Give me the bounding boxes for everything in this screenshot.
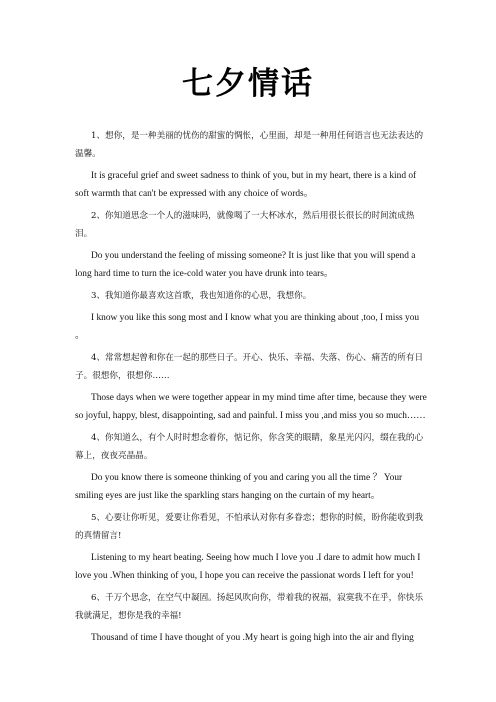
chinese-paragraph: 4、常常想起曾和你在一起的那些日子。开心、快乐、幸福、失落、伤心、痛苦的所有日子。很想你，很想你……: [75, 353, 424, 381]
english-paragraph: Do you understand the feeling of missing someone? It is just like that you will spend a long hard time to turn the ice-cold water you have drunk into tears。: [75, 251, 416, 279]
chinese-paragraph: 1、想你，是一种美丽的忧伤的甜蜜的惆怅，心里面，却是一种用任何语言也无法表达的温馨。: [75, 131, 424, 159]
english-paragraph: It is graceful grief and sweet sadness to think of you, but in my heart, there is a kind of soft warmth that can't be expressed with any choice of words。: [75, 171, 417, 199]
english-paragraph: Do you know there is someone thinking of you and caring you all the time ？ Your smiling eyes are just like the sparkling stars hanging on the curtain of my heart。: [75, 473, 403, 501]
chinese-paragraph: 4、你知道么，有个人时时想念着你，惦记你，你含笑的眼睛，象星光闪闪，缀在我的心幕上，夜夜亮晶晶。: [75, 433, 424, 461]
chinese-paragraph: 5、心要让你听见，爱要让你看见，不怕承认对你有多眷恋；想你的时候，盼你能收到我的真情留言!: [75, 513, 424, 541]
chinese-paragraph: 3、我知道你最喜欢这首歌，我也知道你的心思，我想你。: [91, 291, 312, 301]
document-body: [75, 127, 427, 651]
document-title: 七夕情话: [182, 66, 314, 102]
english-paragraph: Listening to my heart beating. Seeing how much I love you .I dare to admit how much I love you .When thinking of you, I hope you can receive the passionat words I left for you!: [75, 553, 421, 581]
english-paragraph: Thousand of time I have thought of you .My heart is going high into the air and flying: [91, 633, 414, 643]
chinese-paragraph: 2、你知道思念一个人的滋味吗，就像喝了一大杯冰水，然后用很长很长的时间流成热泪。: [75, 211, 415, 239]
english-paragraph: Those days when we were together appear in my mind time after time, because they were so joyful, happy, blest, disappointing, sad and painful. I miss you ,and miss you so much……: [75, 393, 427, 421]
chinese-paragraph: 6、千万个思念，在空气中凝固。扬起风吹向你，带着我的祝福，寂寞我不在乎，你快乐我就满足，想你是我的幸福!: [75, 593, 424, 621]
english-paragraph: I know you like this song most and I know what you are thinking about ,too, I miss you 。: [75, 313, 420, 341]
